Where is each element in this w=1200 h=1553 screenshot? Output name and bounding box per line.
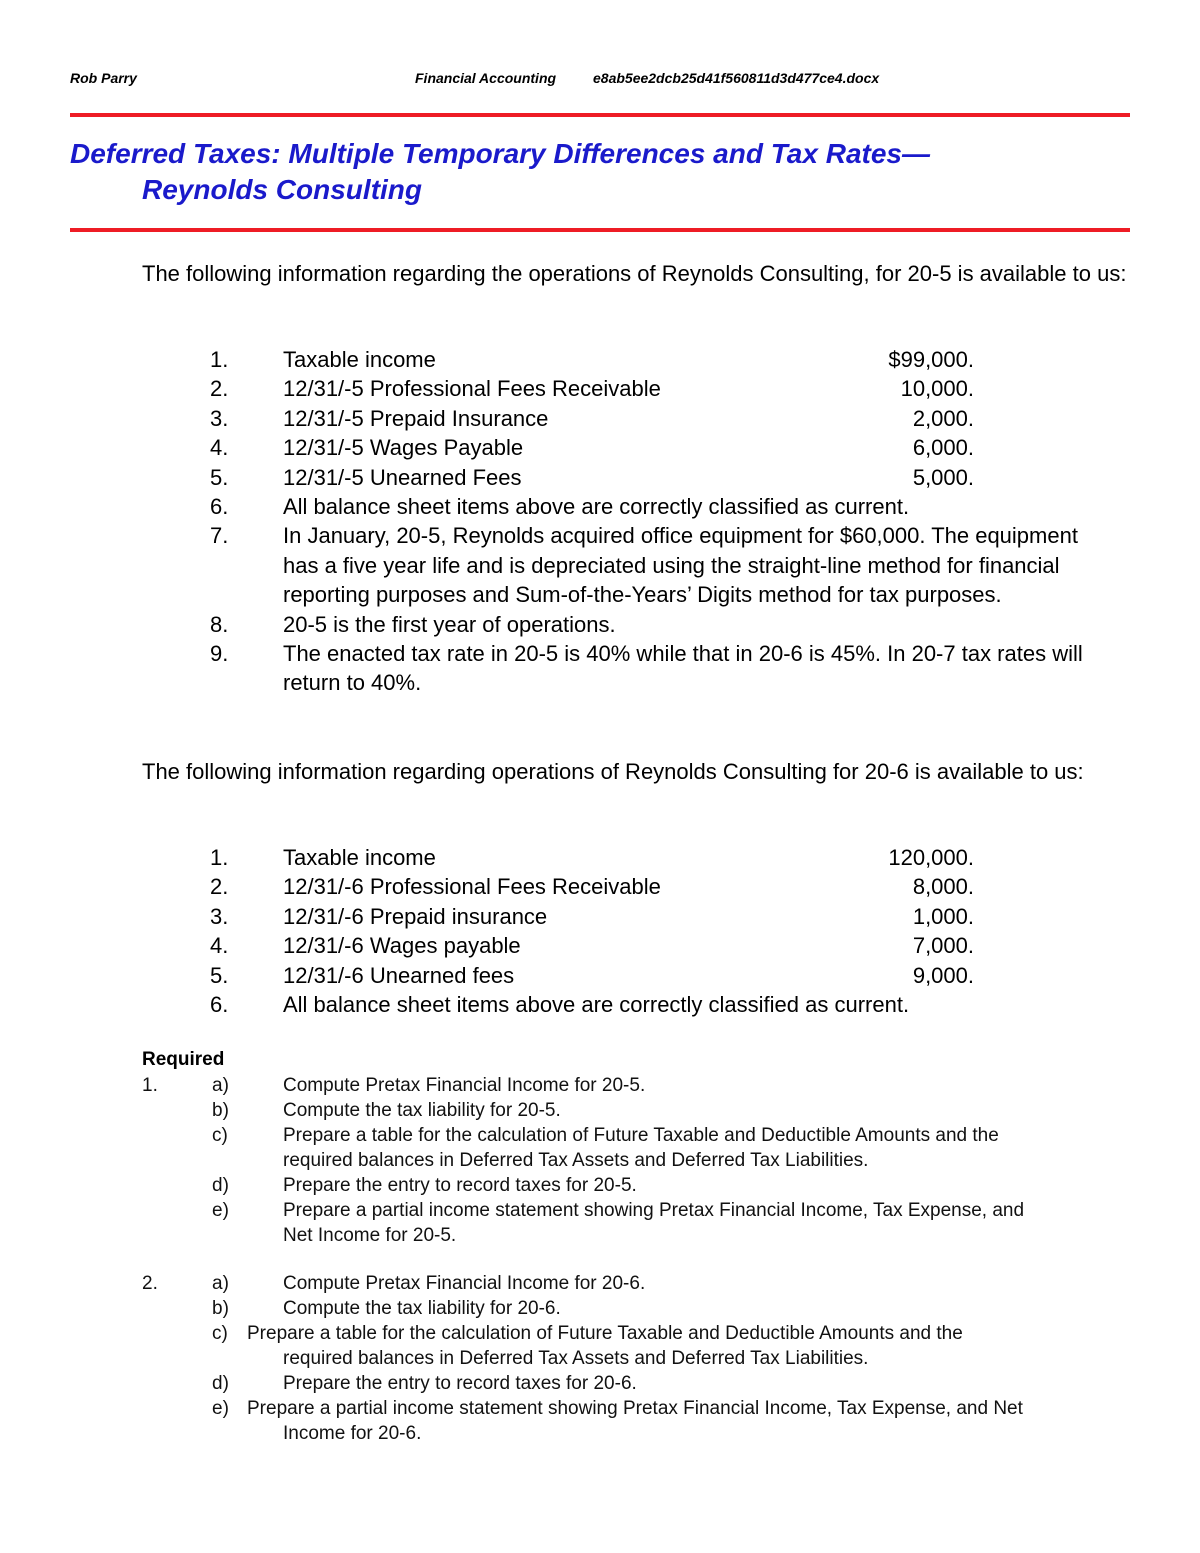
required-text: Compute the tax liability for 20-5.: [283, 1100, 561, 1121]
item-text: Taxable income: [283, 347, 436, 372]
item-text: Taxable income: [283, 845, 436, 870]
required-letter: b): [212, 1100, 229, 1121]
item-number: 3.: [210, 405, 229, 431]
item-text: All balance sheet items above are correctly classified as current.: [283, 494, 910, 520]
section1-list: [210, 345, 1130, 698]
required-text-continued: required balances in Deferred Tax Assets and Deferred Tax Liabilities.: [283, 1150, 869, 1171]
item-amount: 1,000.: [912, 903, 974, 929]
list-item: [210, 610, 1130, 639]
required-item: [142, 1173, 1142, 1198]
item-number: 8.: [210, 611, 229, 637]
required-text: Prepare the entry to record taxes for 20-6.: [283, 1373, 637, 1394]
required-text: Compute the tax liability for 20-6.: [283, 1298, 561, 1319]
item-text: 12/31/-5 Unearned Fees: [283, 464, 522, 490]
item-number: 2.: [210, 376, 229, 402]
item-number: 4.: [210, 435, 229, 461]
list-item: [210, 521, 1130, 609]
required-text: Compute Pretax Financial Income for 20-5.: [283, 1075, 646, 1096]
item-number: 6.: [210, 992, 229, 1018]
required-text: Prepare a table for the calculation of Future Taxable and Deductible Amounts and the: [283, 1125, 999, 1146]
item-text: 12/31/-6 Prepaid insurance: [283, 903, 548, 929]
title-line-1: Deferred Taxes: Multiple Temporary Differences and Tax Rates—: [70, 138, 930, 169]
required-part-2: [142, 1271, 1142, 1446]
list-item: [210, 843, 1130, 872]
item-amount: 120,000.: [888, 845, 974, 870]
required-text-continued: required balances in Deferred Tax Assets and Deferred Tax Liabilities.: [283, 1348, 869, 1369]
required-letter: d): [212, 1175, 229, 1196]
item-number: 1.: [210, 845, 229, 870]
required-text: Prepare a table for the calculation of Future Taxable and Deductible Amounts and the: [247, 1323, 963, 1344]
item-amount: 5,000.: [912, 464, 974, 490]
section2-intro: The following information regarding operations of Reynolds Consulting for 20-6 is available to us:: [142, 759, 1084, 784]
list-item: [210, 961, 1130, 990]
required-letter: a): [212, 1273, 229, 1294]
required-item: [142, 1371, 1142, 1396]
item-text: 12/31/-5 Prepaid Insurance: [283, 405, 549, 431]
required-letter: e): [212, 1200, 229, 1221]
item-number: 1.: [210, 347, 229, 372]
item-text: 20-5 is the first year of operations.: [283, 611, 616, 637]
item-text: 12/31/-5 Wages Payable: [283, 435, 524, 461]
required-text: Prepare the entry to record taxes for 20-5.: [283, 1175, 637, 1196]
required-text: Compute Pretax Financial Income for 20-6.: [283, 1273, 646, 1294]
item-amount: 10,000.: [900, 376, 974, 402]
required-item: [142, 1198, 1142, 1248]
list-item: [210, 872, 1130, 901]
item-amount: 8,000.: [912, 874, 974, 900]
required-part-number: 2.: [142, 1273, 158, 1294]
list-item: [210, 931, 1130, 960]
required-part-1: [142, 1073, 1142, 1248]
header-filename: e8ab5ee2dcb25d41f560811d3d477ce4.docx: [593, 70, 880, 86]
item-number: 5.: [210, 464, 229, 490]
section1-intro: The following information regarding the operations of Reynolds Consulting, for 20-5 is available to us:: [142, 261, 1127, 286]
list-item: [210, 345, 1130, 374]
required-heading: Required: [142, 1049, 225, 1070]
required-text: Prepare a partial income statement showing Pretax Financial Income, Tax Expense, and Net: [247, 1398, 1023, 1419]
required-item: [142, 1098, 1142, 1123]
list-item: [210, 433, 1130, 462]
list-item: [210, 902, 1130, 931]
list-item: [210, 492, 1130, 521]
required-letter: c): [212, 1323, 228, 1344]
required-item: [142, 1296, 1142, 1321]
item-number: 7.: [210, 523, 229, 549]
item-amount: $99,000.: [888, 347, 974, 372]
item-text: 12/31/-5 Professional Fees Receivable: [283, 376, 661, 402]
required-item: [142, 1073, 1142, 1098]
required-letter: e): [212, 1398, 229, 1419]
required-item: [142, 1396, 1142, 1446]
required-part-number: 1.: [142, 1075, 158, 1096]
section2-list: [210, 843, 1130, 1019]
title-rule-top: [70, 113, 1130, 117]
required-text-continued: Income for 20-6.: [283, 1423, 422, 1444]
item-text: The enacted tax rate in 20-5 is 40% while that in 20-6 is 45%. In 20-7 tax rates will return to 40%.: [283, 641, 1083, 696]
required-letter: a): [212, 1075, 229, 1096]
item-amount: 2,000.: [912, 405, 974, 431]
item-amount: 7,000.: [912, 933, 974, 959]
title-line-2: Reynolds Consulting: [142, 174, 422, 205]
item-number: 4.: [210, 933, 229, 959]
header-author: Rob Parry: [70, 70, 137, 86]
item-number: 9.: [210, 641, 229, 667]
required-item: [142, 1321, 1142, 1371]
list-item: [210, 990, 1130, 1019]
item-text: 12/31/-6 Professional Fees Receivable: [283, 874, 661, 900]
list-item: [210, 404, 1130, 433]
required-item: [142, 1123, 1142, 1173]
list-item: [210, 374, 1130, 403]
list-item: [210, 639, 1130, 698]
title-rule-bottom: [70, 228, 1130, 232]
item-text: In January, 20-5, Reynolds acquired office equipment for $60,000. The equipment has a five year life and is depreciated using the straight-line method for financial reporting purposes and Sum-of-the-Years’ Digits method for tax purposes.: [283, 523, 1078, 608]
item-number: 6.: [210, 494, 229, 520]
item-text: All balance sheet items above are correctly classified as current.: [283, 992, 910, 1018]
list-item: [210, 463, 1130, 492]
item-number: 5.: [210, 962, 229, 988]
required-text: Prepare a partial income statement showing Pretax Financial Income, Tax Expense, and: [283, 1200, 1025, 1221]
document-title: [70, 136, 1130, 208]
item-amount: 9,000.: [912, 962, 974, 988]
header-course: Financial Accounting: [415, 70, 557, 86]
item-number: 2.: [210, 874, 229, 900]
item-number: 3.: [210, 903, 229, 929]
required-text-continued: Net Income for 20-5.: [283, 1225, 457, 1246]
required-letter: d): [212, 1373, 229, 1394]
item-amount: 6,000.: [912, 435, 974, 461]
item-text: 12/31/-6 Wages payable: [283, 933, 521, 959]
required-letter: b): [212, 1298, 229, 1319]
item-text: 12/31/-6 Unearned fees: [283, 962, 515, 988]
required-letter: c): [212, 1125, 228, 1146]
required-item: [142, 1271, 1142, 1296]
